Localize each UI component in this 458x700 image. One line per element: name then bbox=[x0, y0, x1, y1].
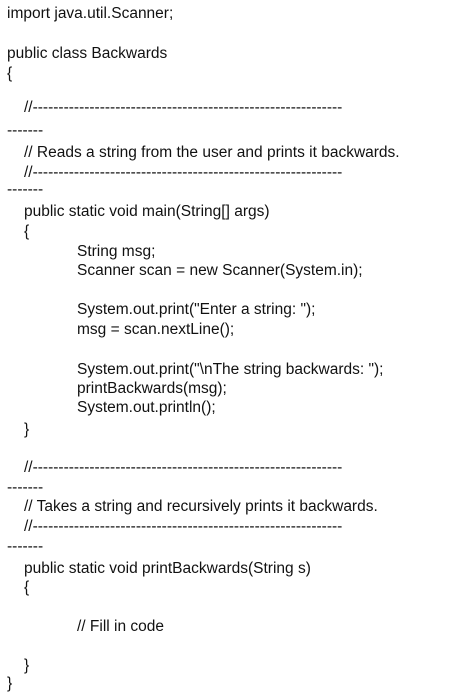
code-line: public static void main(String[] args) bbox=[24, 203, 270, 220]
code-line: System.out.print("Enter a string: "); bbox=[77, 301, 316, 318]
code-line: msg = scan.nextLine(); bbox=[77, 321, 235, 338]
code-line: public class Backwards bbox=[7, 45, 168, 62]
code-line: } bbox=[24, 657, 30, 674]
code-line: } bbox=[24, 421, 30, 438]
code-line: ------- bbox=[7, 181, 44, 198]
code-line: import java.util.Scanner; bbox=[7, 5, 174, 22]
code-line: printBackwards(msg); bbox=[77, 380, 227, 397]
code-line: System.out.println(); bbox=[77, 399, 216, 416]
code-line: } bbox=[7, 675, 13, 692]
code-line: String msg; bbox=[77, 243, 156, 260]
code-line: Scanner scan = new Scanner(System.in); bbox=[77, 262, 363, 279]
code-line: // Reads a string from the user and prints it backwards. bbox=[24, 144, 400, 161]
code-line: //------------------------------------------------------------ bbox=[24, 459, 343, 476]
code-line: ------- bbox=[7, 479, 44, 496]
code-line: public static void printBackwards(String s) bbox=[24, 560, 311, 577]
code-line: // Takes a string and recursively prints it backwards. bbox=[24, 498, 378, 515]
code-line: { bbox=[7, 65, 13, 82]
code-line: //------------------------------------------------------------ bbox=[24, 99, 343, 116]
code-line: //------------------------------------------------------------ bbox=[24, 518, 343, 535]
code-line: ------- bbox=[7, 122, 44, 139]
code-line: //------------------------------------------------------------ bbox=[24, 164, 343, 181]
code-line: System.out.print("\nThe string backwards: "); bbox=[77, 361, 384, 378]
code-line: ------- bbox=[7, 538, 44, 555]
code-line: { bbox=[24, 223, 30, 240]
code-line: { bbox=[24, 579, 30, 596]
code-line: // Fill in code bbox=[77, 618, 165, 635]
